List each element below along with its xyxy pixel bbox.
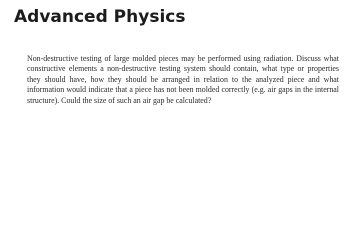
page-title: Advanced Physics [14,7,186,27]
question-text: Non-destructive testing of large molded pieces may be performed using radiation. Discuss what constructive elements a non-destructive testing system should contain, what type or properties they should have, how they should be arranged in relation to the analyzed piece and what information would indicate that a piece has not been molded correctly (e.g. air gaps in the internal structure). Could the size of such an air gap be calculated? [27,54,339,105]
